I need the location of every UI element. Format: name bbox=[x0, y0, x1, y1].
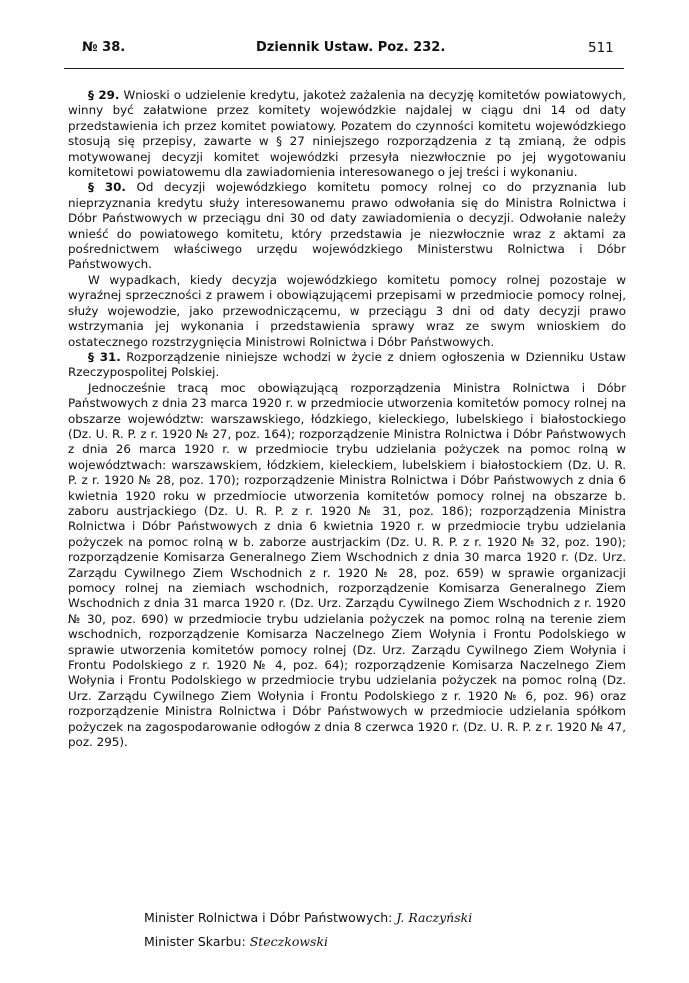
signature-role: Minister Skarbu: bbox=[144, 934, 246, 949]
signature-name: Steczkowski bbox=[249, 934, 329, 949]
section-30 bbox=[68, 180, 626, 272]
signature-role: Minister Rolnictwa i Dóbr Państwowych: bbox=[144, 910, 393, 925]
signatures bbox=[144, 906, 472, 954]
page-number: 511 bbox=[588, 40, 614, 56]
header-rule bbox=[64, 68, 624, 69]
issue-number: № 38. bbox=[82, 40, 126, 55]
section-text: Rozporządzenie niniejsze wchodzi w życie z dniem ogłoszenia w Dzienniku Ustaw Rzeczypospolitej Polskiej. bbox=[68, 349, 626, 380]
section-text: Wnioski o udzielenie kredytu, jakoteż zażalenia na decyzję komitetów powiatowych, winny być załatwione przez komitety wojewódzkie najdalej w ciągu dni 14 od daty przedstawienia ich przez komitet powiatowy. Pozatem do czynności komitetu wojewódzkiego stosują się przepisy, zawarte w § 27 niniejszego rozporządzenia z tą zmianą, że odpis motywowanej decyzji komitet wojewódzki przesyła niezwłocznie po jej wygotowaniu komitetowi powiatowemu dla zawiadomienia interesowanego o jej treści i wykonaniu. bbox=[68, 88, 626, 180]
document-body bbox=[68, 88, 626, 750]
section-mark: § 29. bbox=[88, 88, 120, 102]
section-mark: § 30. bbox=[88, 180, 126, 195]
section-mark: § 31. bbox=[88, 349, 121, 364]
signature-name: J. Raczyński bbox=[396, 910, 473, 925]
signature-line bbox=[144, 930, 472, 954]
journal-title: Dziennik Ustaw. Poz. 232. bbox=[256, 40, 446, 55]
section-29 bbox=[68, 88, 626, 180]
paragraph: Jednocześnie tracą moc obowiązującą rozporządzenia Ministra Rolnictwa i Dóbr Państwowych z dnia 23 marca 1920 r. w przedmiocie utworzenia komitetów pomocy rolnej na obszarze województw: warszawskiego, łódzkiego, kieleckiego, lubelskiego i białostockiego (Dz. U. R. P. z r. 1920 № 27, poz. 164); rozporządzenie Ministra Rolnictwa i Dóbr Państwowych z dnia 26 marca 1920 r. w przedmiocie trybu udzielania pożyczek na pomoc rolną w województwach: warszawskiem, łódzkiem, kieleckiem, lubelskiem i białostockiem (Dz. U. R. P. z r. 1920 № 28, poz. 170); rozporządzenie Ministra Rolnictwa i Dóbr Państwowych z dnia 6 kwietnia 1920 roku w przedmiocie utworzenia komitetów pomocy rolnej na obszarze b. zaboru austrjackiego (Dz. U. R. P. z r. 1920 № 31, poz. 186); rozporządzenia Ministra Rolnictwa i Dóbr Państwowych z dnia 6 kwietnia 1920 r. w przedmiocie trybu udzielania pożyczek na pomoc rolną w b. zaborze austrjackim (Dz. U. R. P. z r. 1920 № 32, poz. 190); rozporządzenie Komisarza Generalnego Ziem Wschodnich z dnia 30 marca 1920 r. (Dz. Urz. Zarządu Cywilnego Ziem Wschodnich z r. 1920 № 28, poz. 659) w sprawie organizacji pomocy rolnej na ziemiach wschodnich, rozporządzenie Komisarza Generalnego Ziem Wschodnich z dnia 31 marca 1920 r. (Dz. Urz. Zarządu Cywilnego Ziem Wschodnich z r. 1920 № 30, poz. 690) w przedmiocie trybu udzielania pożyczek na pomoc rolną na terenie ziem wschodnich, rozporządzenie Komisarza Naczelnego Ziem Wołynia i Frontu Podolskiego w sprawie utworzenia komitetów pomocy rolnej (Dz. Urz. Zarządu Cywilnego Ziem Wołynia i Frontu Podolskiego z r. 1920 № 4, poz. 64); rozporządzenie Komisarza Naczelnego Ziem Wołynia i Frontu Podolskiego w przedmiocie trybu udzielania pożyczek na pomoc rolną (Dz. Urz. Zarządu Cywilnego Ziem Wołynia i Frontu Podolskiego z r. 1920 № 6, poz. 96) oraz rozporządzenie Ministra Rolnictwa i Dóbr Państwowych w przedmiocie udzielania spółkom pożyczek na zagospodarowanie odłogów z dnia 8 czerwca 1920 r. (Dz. U. R. P. z r. 1920 № 47, poz. 295). bbox=[68, 380, 626, 750]
section-31 bbox=[68, 350, 626, 381]
paragraph: W wypadkach, kiedy decyzja wojewódzkiego komitetu pomocy rolnej pozostaje w wyraźnej sprzeczności z prawem i obowiązującemi przepisami w przedmiocie pomocy rolnej, służy wojewodzie, jako przewodniczącemu, w przeciągu 3 dni od daty decyzji prawo wstrzymania jej wykonania i przedstawienia sprawy wraz ze swym wnioskiem do ostatecznego rozstrzygnięcia Ministrowi Rolnictwa i Dóbr Państwowych. bbox=[68, 272, 626, 349]
signature-line bbox=[144, 906, 472, 930]
section-text: Od decyzji wojewódzkiego komitetu pomocy rolnej co do przyznania lub nieprzyznania kredytu służy interesowanemu prawo odwołania się do Ministra Rolnictwa i Dóbr Państwowych w przeciągu dni 30 od daty zawiadomienia o decyzji. Odwołanie należy wnieść do powiatowego komitetu, który przedstawia je niezwłocznie wraz z aktami za pośrednictwem właściwego urzędu wojewódzkiego Ministerstwu Rolnictwa i Dóbr Państwowych. bbox=[68, 180, 626, 272]
